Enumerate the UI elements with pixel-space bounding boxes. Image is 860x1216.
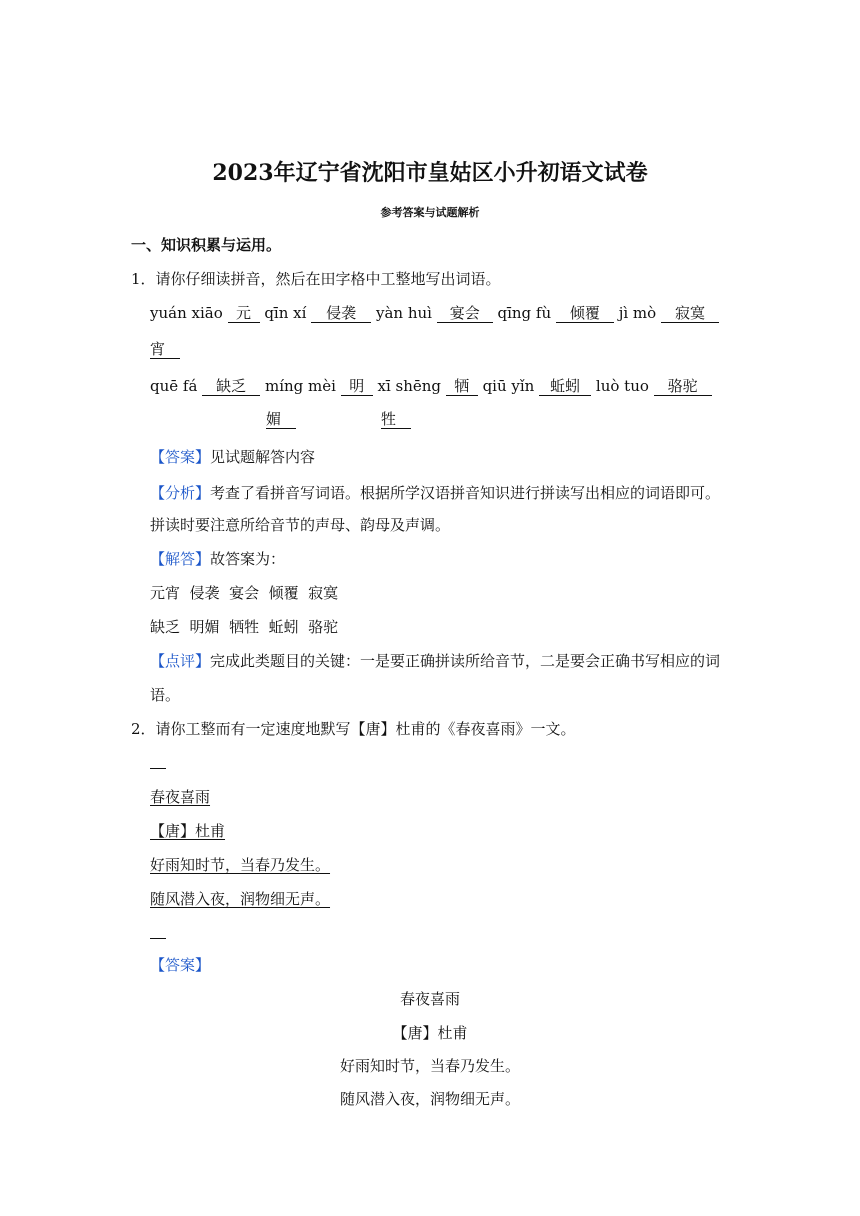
poem-line-1-blank: 好雨知时节，当春乃发生。 [150,856,331,874]
answer-poem-line-1: 好雨知时节，当春乃发生。 [339,1057,520,1075]
answer-blank: 牺 [446,377,478,396]
answer-tag: 【答案】 [150,448,211,466]
solution-line-1: 元宵 侵袭 宴会 倾覆 寂寞 [150,584,339,602]
answer-blank: 媚 [266,410,296,429]
pinyin: qīn xí [264,304,307,322]
section-heading: 一、知识积累与运用。 [131,236,282,254]
solution-text: 故答案为： [210,550,286,568]
answer-text: 见试题解答内容 [210,448,316,466]
analysis-text-cont: 拼读时要注意所给音节的声母、韵母及声调。 [150,516,451,534]
answer-blank: 明 [341,377,373,396]
answer-blank: 牲 [381,410,411,429]
question-1-stem: 1．请你仔细读拼音，然后在田字格中工整地写出词语。 [131,270,501,288]
pinyin: xī shēng [377,377,442,395]
answer-block [150,446,315,467]
pinyin: qiū yǐn [482,377,535,395]
pinyin: míng mèi [264,377,336,395]
pinyin-row-2 [150,377,712,396]
answer-blank: 宴会 [437,304,493,323]
analysis-block [150,482,720,503]
comment-text: 完成此类题目的关键：一是要正确拼读所给音节，二是要会正确书写相应的词 [210,652,721,670]
answer-blank: 寂寞 [661,304,719,323]
answer-tag: 【答案】 [150,956,211,974]
pinyin: jì mò [618,304,657,322]
answer-blank: 元 [228,304,260,323]
answer-blank: 倾覆 [556,304,614,323]
answer-blank: 宵 [150,340,180,359]
poem-author-blank: 【唐】杜甫 [150,822,226,840]
comment-tag: 【点评】 [150,652,211,670]
answer-blank: 蚯蚓 [539,377,591,396]
analysis-tag: 【分析】 [150,484,211,502]
pinyin: luò tuo [595,377,649,395]
pinyin-row-1 [150,304,719,323]
blank-dash-bottom [150,924,166,943]
question-2-stem: 2．请你工整而有一定速度地默写【唐】杜甫的《春夜喜雨》一文。 [131,720,576,738]
answer-poem-author: 【唐】杜甫 [392,1024,468,1042]
page-subtitle: 参考答案与试题解析 [380,206,480,219]
comment-text-cont: 语。 [150,686,181,704]
analysis-text: 考查了看拼音写词语。根据所学汉语拼音知识进行拼读写出相应的词语即可。 [210,484,721,502]
pinyin-row-2-wrap-1 [266,410,296,429]
answer-blank: 骆驼 [654,377,712,396]
answer-blank: 侵袭 [311,304,371,323]
page-title: 2023年辽宁省沈阳市皇姑区小升初语文试卷 [212,160,648,186]
answer-blank: 缺乏 [202,377,260,396]
answer-poem-line-2: 随风潜入夜，润物细无声。 [339,1090,520,1108]
answer-poem-title: 春夜喜雨 [399,990,460,1008]
blank-dash-top [150,754,166,773]
comment-block [150,650,720,671]
solution-block [150,548,285,569]
pinyin-row-1-wrap [150,340,180,359]
pinyin-row-2-wrap-2 [381,410,411,429]
solution-line-2: 缺乏 明媚 牺牲 蚯蚓 骆驼 [150,618,339,636]
poem-title-blank: 春夜喜雨 [150,788,211,806]
pinyin: yàn huì [375,304,432,322]
solution-tag: 【解答】 [150,550,211,568]
pinyin: qīng fù [497,304,552,322]
poem-line-2-blank: 随风潜入夜，润物细无声。 [150,890,331,908]
pinyin: yuán xiāo [150,304,223,322]
pinyin: quē fá [150,377,198,395]
